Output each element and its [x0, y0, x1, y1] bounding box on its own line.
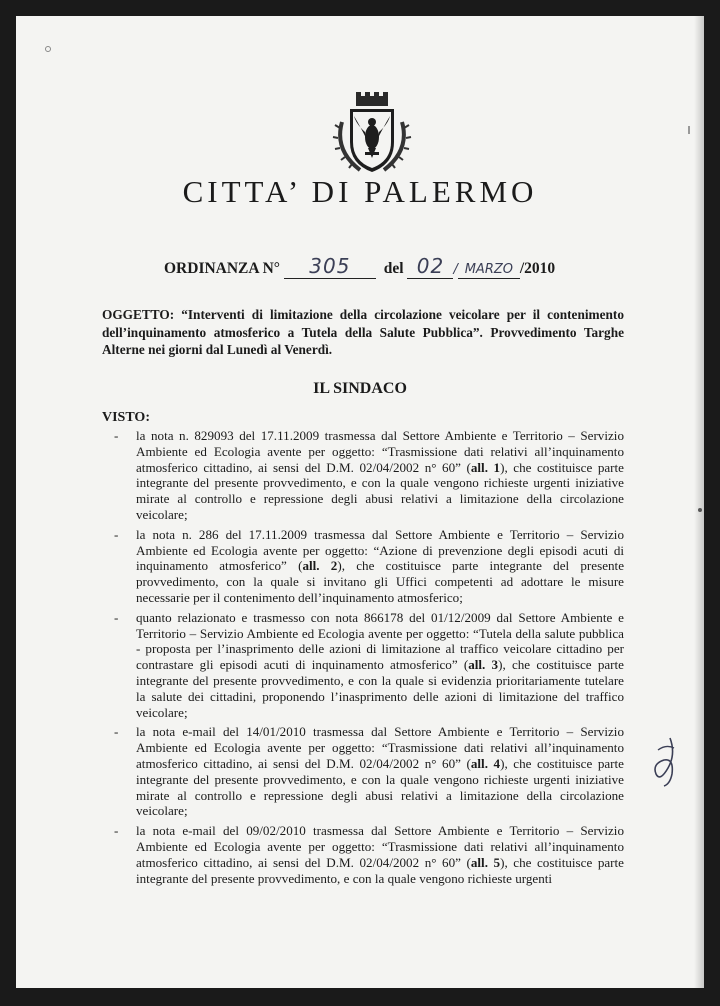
visto-heading: VISTO:: [102, 410, 150, 425]
list-item: - la nota n. 286 del 17.11.2009 trasmessa dal Settore Ambiente e Territorio – Servizio Ambiente ed Ecologia avente per oggetto: “Azione di prevenzione degli episodi acuti di inquinamento atmosferico” (all. 2), che costituisce parte integrante del presente provvedimento, con la quale si invitano gli Uffici competenti ad adottare le misure necessarie per il contenimento dell’inquinamento atmosferico;: [114, 526, 625, 605]
handwritten-initial-mark: [650, 734, 680, 788]
day-field: [407, 254, 453, 279]
palermo-crest-icon: [332, 92, 412, 176]
list-item: - la nota e-mail del 09/02/2010 trasmessa dal Settore Ambiente e Territorio – Servizio Ambiente ed Ecologia avente per oggetto: “Trasmissione dati relativi all’inquinamento atmosferico cittadino, ai sensi del D.M. 02/04/2002 n° 60” (all. 5), che costituisce parte integrante del presente provvedimento, e con la quale vengono richieste urgenti: [114, 823, 624, 886]
month-field: [458, 260, 520, 279]
ordinanza-day: 02: [416, 254, 445, 278]
list-item: - la nota n. 829093 del 17.11.2009 trasmessa dal Settore Ambiente e Territorio – Servizio Ambiente ed Ecologia avente per oggetto: “Trasmissione dati relativi all’inquinamento atmosferico cittadino, ai sensi del D.M. 02/04/2002 n° 60” (all. 1), che costituisce parte integrante del presente provvedimento, e con la quale vengono richieste urgenti iniziative mirate al controllo e repressione degli abusi relativi a limitazione della circolazione veicolare;: [114, 428, 624, 522]
ordinanza-month: MARZO: [464, 262, 513, 277]
scan-speck: [698, 508, 702, 512]
visto-list: [102, 428, 624, 890]
sindaco-heading: IL SINDACO: [313, 380, 407, 397]
ordinanza-number: 305: [309, 254, 351, 278]
oggetto-paragraph: OGGETTO: “Interventi di limitazione della circolazione veicolare per il contenimento dell’inquinamento atmosferico a Tutela della Salute Pubblica”. Provvedimento Targhe Alterne nei giorni dal Lunedì al Venerdì.: [102, 307, 624, 357]
scan-speck: [688, 126, 690, 134]
ordinanza-label: ORDINANZA N°: [164, 260, 281, 277]
staple-mark: [44, 40, 52, 48]
list-item: - la nota e-mail del 14/01/2010 trasmessa dal Settore Ambiente e Territorio – Servizio Ambiente ed Ecologia avente per oggetto: “Trasmissione dati relativi all’inquinamento atmosferico cittadino, ai sensi del D.M. 02/04/2002 n° 60” (all. 4), che costituisce parte integrante del presente provvedimento, e con la quale vengono richieste urgenti iniziative mirate al controllo e repressione degli abusi relativi a limitazione della circolazione veicolare;: [114, 724, 624, 819]
del-label: del: [383, 260, 404, 277]
ordinanza-year: 2010: [524, 260, 556, 277]
document-page: [16, 16, 704, 988]
page-shadow: [694, 16, 704, 988]
ordinanza-line: ORDINANZA N° 305 del 02 / MARZO /2010: [164, 254, 556, 278]
list-item: - quanto relazionato e trasmesso con nota 866178 del 01/12/2009 dal Settore Ambiente e Territorio – Servizio Ambiente ed Ecologia avente per oggetto: “Tutela della salute pubblica - proposta per l’inasprimento delle azioni di limitazione al traffico veicolare cittadino per contrastare gli episodi acuti di inquinamento atmosferico” (all. 3), che costituisce parte integrante del presente provvedimento, e con la quale si evidenzia prioritariamente tutelare la salute dei cittadini, proponendo l’inasprimento delle azioni di limitazione del traffico veicolare;: [114, 609, 624, 720]
city-title: CITTA’ DI PALERMO: [182, 174, 538, 209]
ordinanza-number-field: [284, 254, 376, 279]
